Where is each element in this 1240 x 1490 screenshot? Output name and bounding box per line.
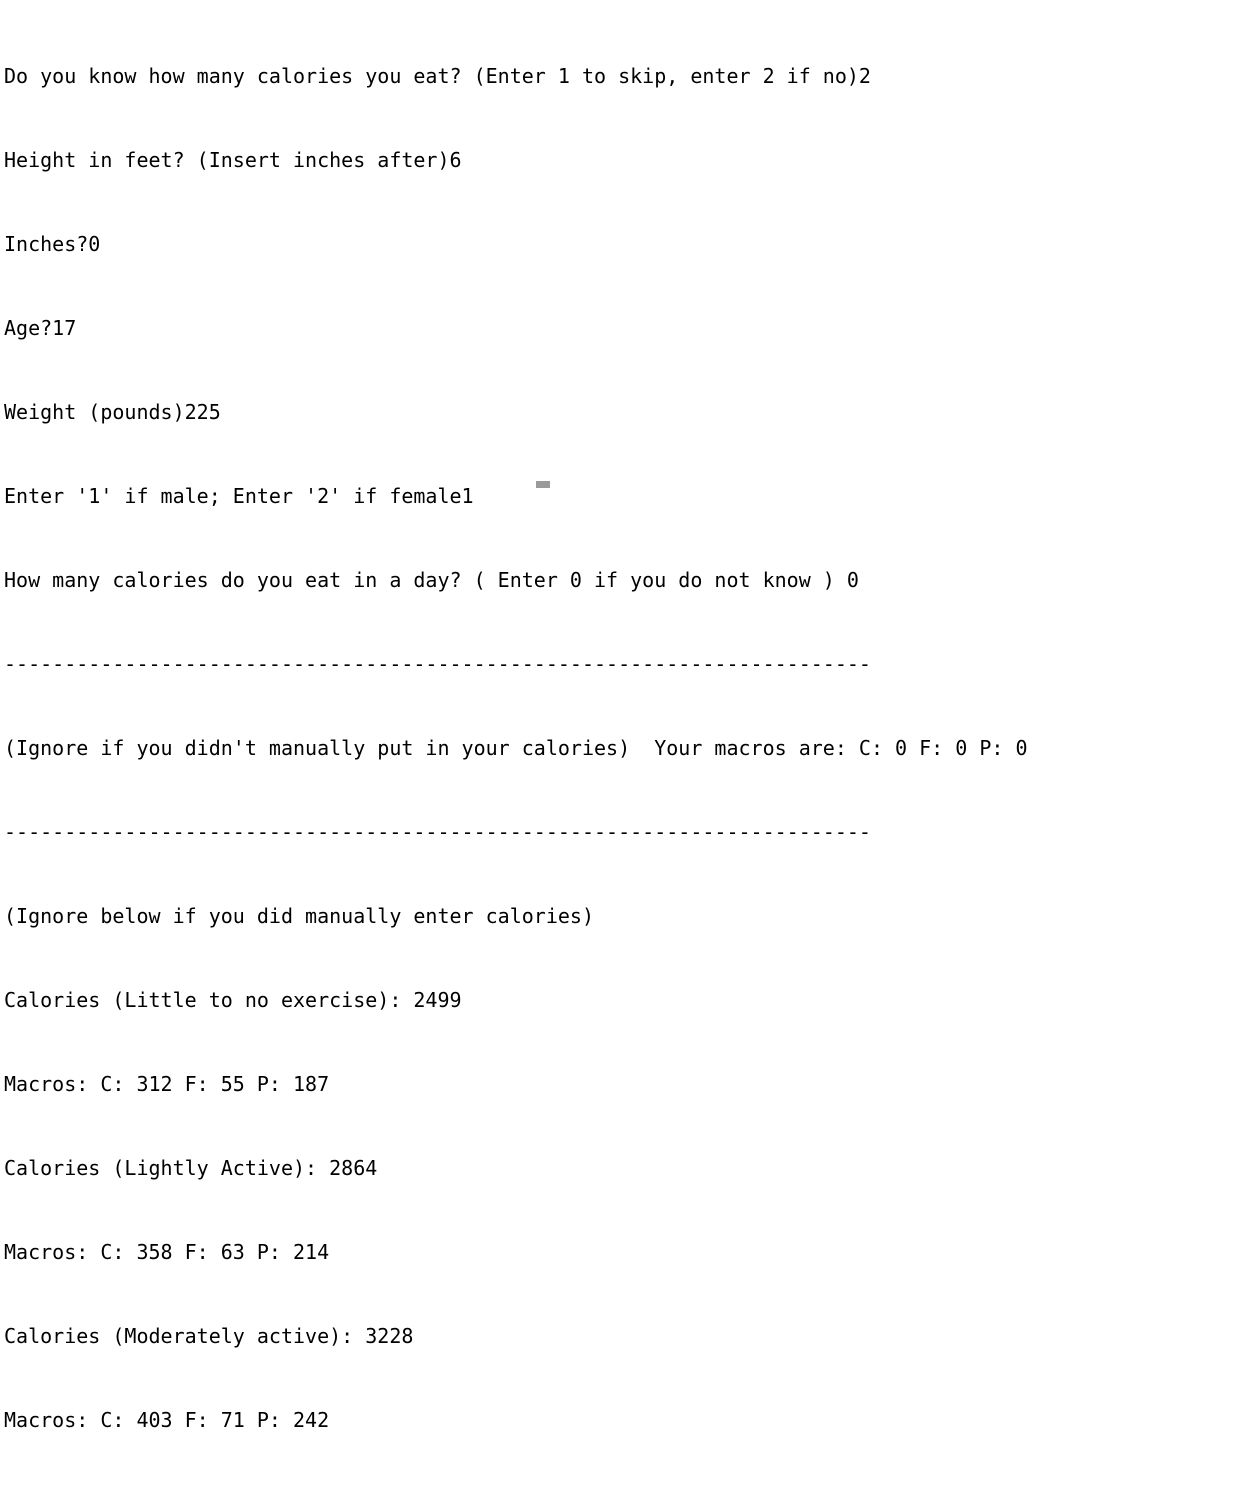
terminal-line-macros-moderate: Macros: C: 403 F: 71 P: 242	[4, 1408, 330, 1432]
terminal-line-age: Age?17	[4, 316, 77, 340]
terminal-line-sex: Enter '1' if male; Enter '2' if female1	[4, 484, 474, 508]
terminal-line-weight: Weight (pounds)225	[4, 400, 221, 424]
terminal-line-height-feet: Height in feet? (Insert inches after)6	[4, 148, 462, 172]
terminal-line-calories-moderate: Calories (Moderately active): 3228	[4, 1324, 414, 1348]
terminal-line-calories-light: Calories (Lightly Active): 2864	[4, 1156, 378, 1180]
terminal-line-ignore-below: (Ignore below if you did manually enter calories)	[4, 904, 595, 928]
terminal-line-daily-calories: How many calories do you eat in a day? ( Enter 0 if you do not know ) 0	[4, 568, 859, 592]
terminal-line-calories-little: Calories (Little to no exercise): 2499	[4, 988, 462, 1012]
terminal-line-calorie-knowledge: Do you know how many calories you eat? (Enter 1 to skip, enter 2 if no)2	[4, 64, 871, 88]
terminal-line-inches: Inches?0	[4, 232, 101, 256]
terminal-separator-top: ------------------------------------------------------------------------	[4, 652, 871, 676]
terminal-separator-bottom: ------------------------------------------------------------------------	[4, 820, 871, 844]
terminal-cursor	[536, 481, 550, 488]
terminal-output	[4, 6, 1028, 1490]
terminal-line-manual-macros: (Ignore if you didn't manually put in your calories) Your macros are: C: 0 F: 0 P: 0	[4, 736, 1028, 760]
terminal-line-macros-light: Macros: C: 358 F: 63 P: 214	[4, 1240, 330, 1264]
terminal-line-macros-little: Macros: C: 312 F: 55 P: 187	[4, 1072, 330, 1096]
